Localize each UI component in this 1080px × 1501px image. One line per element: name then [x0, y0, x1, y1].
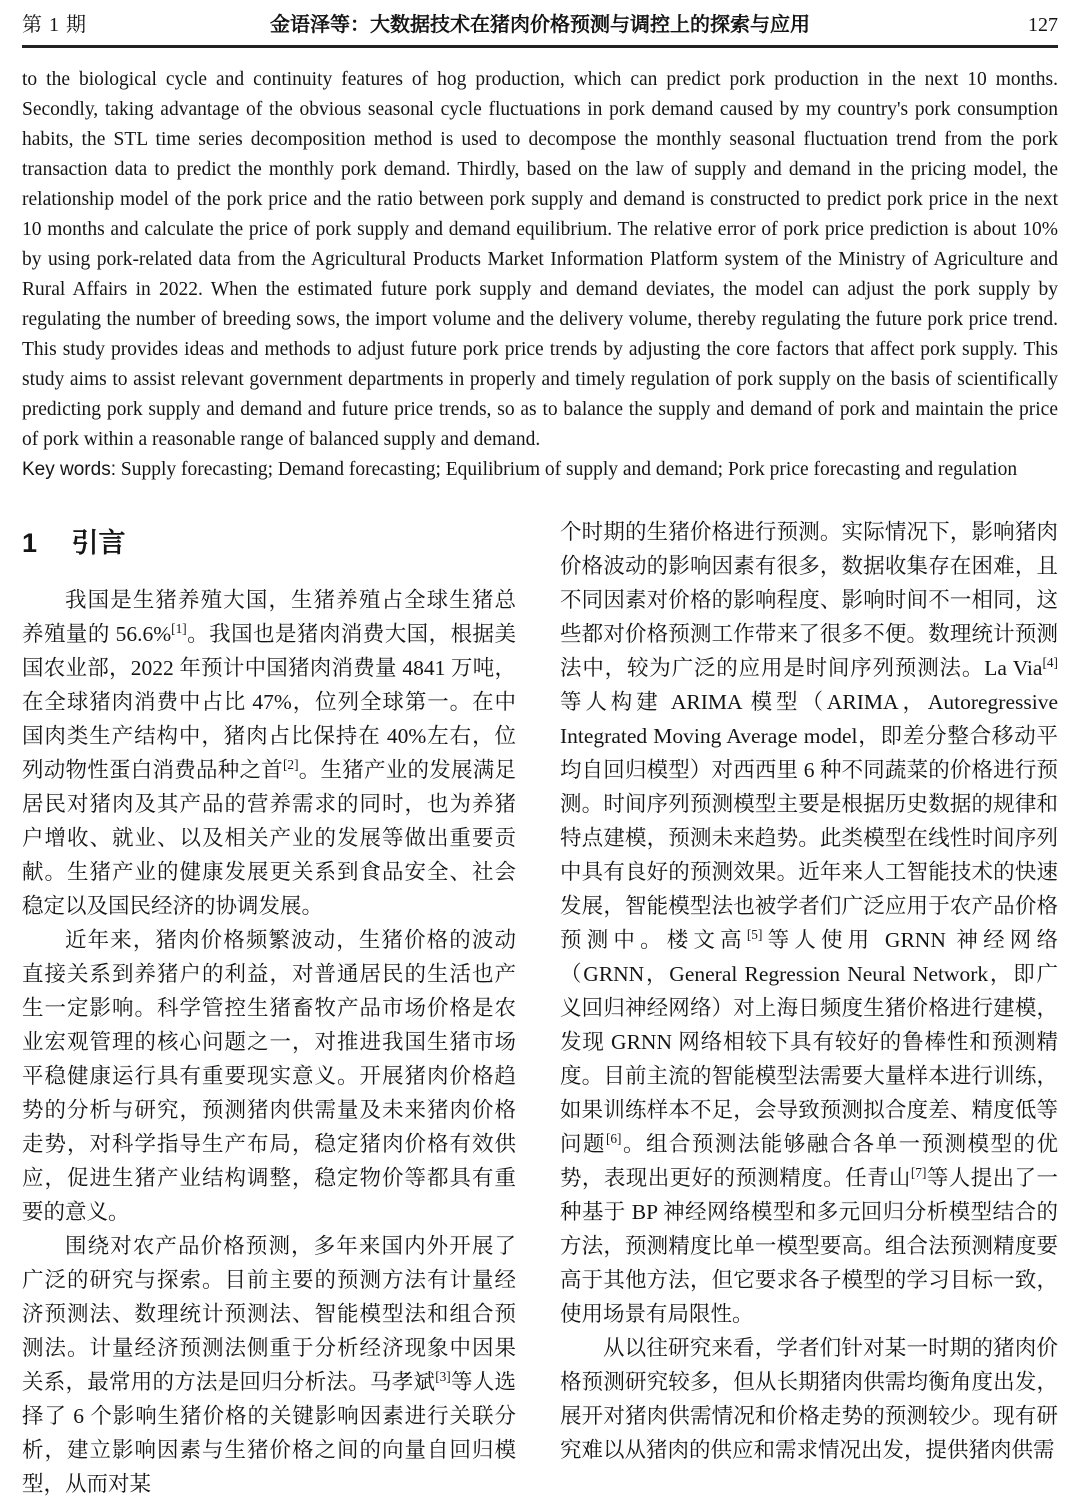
keywords-text: Supply forecasting; Demand forecasting; Equilibrium of supply and demand; Pork price forecasting and regulation	[115, 459, 1018, 480]
citation-ref: [6]	[605, 1130, 622, 1146]
paragraph: 近年来，猪肉价格频繁波动，生猪价格的波动直接关系到养猪户的利益，对普通居民的生活也产生一定影响。科学管控生猪畜牧产品市场价格是农业宏观管理的核心问题之一，对推进我国生猪市场平稳健康运行具有重要现实意义。开展猪肉价格趋势的分析与研究，预测猪肉供需量及未来猪肉价格走势，对科学指导生产布局，稳定猪肉价格有效供应，促进生猪产业结构调整，稳定物价等都具有重要的意义。	[22, 928, 516, 1224]
right-column	[560, 515, 1058, 1501]
citation-ref: [7]	[910, 1164, 927, 1180]
right-column-text	[560, 515, 1058, 1467]
citation-ref: [3]	[435, 1368, 451, 1384]
header-rule	[22, 45, 1058, 48]
running-title: 金语泽等：大数据技术在猪肉价格预测与调控上的探索与应用	[270, 14, 810, 36]
section-title: 引言	[71, 528, 126, 558]
section-heading	[22, 528, 516, 558]
citation-ref: [4]	[1042, 654, 1058, 670]
page-number: 127	[1028, 14, 1058, 36]
keywords-line	[22, 455, 1058, 485]
paragraph: 个时期的生猪价格进行预测。实际情况下，影响猪肉价格波动的影响因素有很多，数据收集存在困难，且不同因素对价格的影响程度、影响时间不一相同，这些都对价格预测工作带来了很多不便。数理统计预测法中，较为广泛的应用是时间序列预测法。La Via[4]等人构建 ARIMA 模型（ARIMA，Autoregressive Integrated Moving Average model，即差分整合移动平均自回归模型）对西西里 6 种不同蔬菜的价格进行预测。时间序列预测模型主要是根据历史数据的规律和特点建模，预测未来趋势。此类模型在线性时间序列中具有良好的预测效果。近年来人工智能技术的快速发展，智能模型法也被学者们广泛应用于农产品价格预测中。楼文高[5]等人使用 GRNN 神经网络（GRNN，General Regression Neural Network，即广义回归神经网络）对上海日频度生猪价格进行建模，发现 GRNN 网络相较下具有较好的鲁棒性和预测精度。目前主流的智能模型法需要大量样本进行训练，如果训练样本不足，会导致预测拟合度差、精度低等问题[6]。组合预测法能够融合各单一预测模型的优势，表现出更好的预测精度。任青山[7]等人提出了一种基于 BP 神经网络模型和多元回归分析模型结合的方法，预测精度比单一模型要高。组合法预测精度要高于其他方法，但它要求各子模型的学习目标一致，使用场景有局限性。	[560, 520, 1058, 1326]
abstract-block	[22, 65, 1058, 485]
citation-ref: [5]	[746, 926, 763, 942]
body-columns	[22, 515, 1058, 1501]
section-number: 1	[22, 528, 38, 558]
citation-ref: [2]	[282, 756, 299, 772]
keywords-label: Key words:	[22, 459, 116, 480]
left-column-text	[22, 583, 516, 1501]
paragraph: 从以往研究来看，学者们针对某一时期的猪肉价格预测研究较多，但从长期猪肉供需均衡角度出发，展开对猪肉供需情况和价格走势的预测较少。现有研究难以从猪肉的供应和需求情况出发，提供猪肉供需	[560, 1336, 1058, 1462]
running-head	[22, 12, 1058, 38]
citation-ref: [1]	[171, 620, 187, 636]
paragraph: 我国是生猪养殖大国，生猪养殖占全球生猪总养殖量的 56.6%[1]。我国也是猪肉消费大国，根据美国农业部，2022 年预计中国猪肉消费量 4841 万吨，在全球猪肉消费中占比 47%，位列全球第一。在中国肉类生产结构中，猪肉占比保持在 40%左右，位列动物性蛋白消费品种之首[2]。生猪产业的发展满足居民对猪肉及其产品的营养需求的同时，也为养猪户增收、就业、以及相关产业的发展等做出重要贡献。生猪产业的健康发展更关系到食品安全、社会稳定以及国民经济的协调发展。	[22, 588, 516, 918]
abstract-text: to the biological cycle and continuity features of hog production, which can predict pork production in the next 10 months. Secondly, taking advantage of the obvious seasonal cycle fluctuations in pork demand caused by my country's pork consumption habits, the STL time series decomposition method is used to decompose the monthly seasonal fluctuation trend from the pork transaction data to predict the monthly pork demand. Thirdly, based on the law of supply and demand in the pricing model, the relationship model of the pork price and the ratio between pork supply and demand is constructed to predict pork price in the next 10 months and calculate the price of pork supply and demand equilibrium. The relative error of pork price prediction is about 10% by using pork-related data from the Agricultural Products Market Information Platform system of the Ministry of Agriculture and Rural Affairs in 2022. When the estimated future pork supply and demand deviates, the model can adjust the pork supply by regulating the number of breeding sows, the import volume and the delivery volume, thereby regulating the future pork price trend. This study provides ideas and methods to adjust future pork price trends by adjusting the core factors that affect pork supply. This study aims to assist relevant government departments in properly and timely regulation of pork supply on the basis of scientifically predicting pork supply and demand and future price trends, so as to balance the supply and demand of pork and maintain the price of pork within a reasonable range of balanced supply and demand.	[22, 69, 1058, 450]
left-column	[22, 515, 516, 1501]
paragraph: 围绕对农产品价格预测，多年来国内外开展了广泛的研究与探索。目前主要的预测方法有计量经济预测法、数理统计预测法、智能模型法和组合预测法。计量经济预测法侧重于分析经济现象中因果关系，最常用的方法是回归分析法。马孝斌[3]等人选择了 6 个影响生猪价格的关键影响因素进行关联分析，建立影响因素与生猪价格之间的向量自回归模型，从而对某	[22, 1234, 516, 1496]
issue-label: 第 1 期	[22, 14, 87, 36]
